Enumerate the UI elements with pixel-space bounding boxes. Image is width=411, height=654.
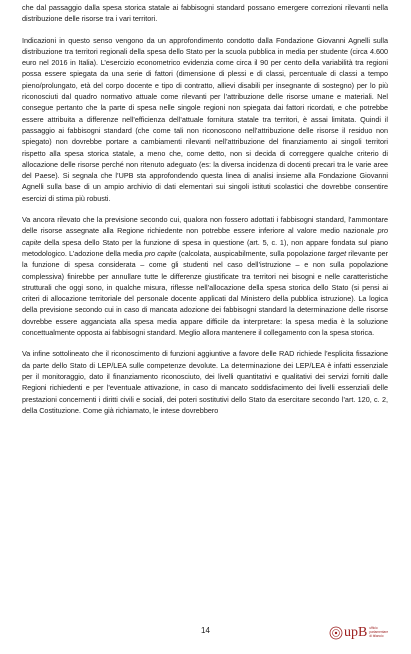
page-number: 14 [201, 626, 210, 635]
italic-term: target [327, 248, 347, 258]
document-body [22, 2, 388, 426]
italic-term: pro capite [22, 226, 388, 247]
upb-logo [344, 626, 388, 640]
paragraph: che dal passaggio dalla spesa storica statale ai fabbisogni standard possano emergere correzioni rilevanti nella distribuzione delle risorse tra i vari territori. [22, 3, 388, 24]
paragraph: Indicazioni in questo senso vengono da un approfondimento condotto dalla Fondazione Giovanni Agnelli sulla distribuzione tra territori regionali della spesa dello Stato per la scuola pubblica in media per studente (circa 4.600 euro nel 2016 in Italia). L’esercizio econometrico evidenzia come circa il 90 per cento della variabilità tra regioni possa essere spiegata da una serie di fattori (dimensione di plessi e di classi, percentuale di classi a tempo pieno/prolungato, età del corpo docente e tipo di contratto, allievi disabili per insegnante di sostegno) per lo più riconosciuti dal quadro normativo attuale come rilevanti per l’attribuzione delle risorse umane e materiali. Nel consegue pertanto che la parte di spesa nelle singole regioni non spiegata dai fattori ricordati, e che potrebbe essere attribuita a differenze nell’efficienza dell’attuale fornitura statale tra territori, è assai limitata. Quindi il passaggio ai fabbisogni standard (che come tali non riconoscono nell’attribuzione delle risorse il residuo non spiegato) non dovrebbe portare a cambiamenti rilevanti nell’attribuzione del finanziamento ai singoli territori rispetto alla spesa storica statale, a meno che, come detto, non si decida di correggere qualche criterio di allocazione delle risorse perché non ritenuto adeguato (es: la diversa incidenza di docenti precari tra le varie aree del Paese). Si segnala che l’UPB sta approfondendo questa linea di analisi insieme alla Fondazione Giovanni Agnelli sulla base di un ampio archivio di dati elementari sui singoli istituti scolastici che dovrebbe consentire esercizi di stima più robusti. [22, 35, 388, 203]
logo-sub-line: di bilancio [369, 633, 384, 638]
logo-sub-line: parlamentare [369, 630, 389, 635]
logo-sub-line: ufficio [369, 626, 378, 631]
italic-term: pro capite [144, 248, 177, 258]
paragraph: Va ancora rilevato che la previsione secondo cui, qualora non fossero adottati i fabbisogni standard, l’ammontare delle risorse assegnate alla Regione richiedente non potrebbe essere inferiore al valore medio nazionale pro capite della spesa dello Stato per la funzione di spesa in questione (art. 5, c. 1), non appare fondata sul piano metodologico. L’adozione della media pro capite (calcolata, auspicabilmente, sulla popolazione target rilevante per la funzione di spesa considerata – come gli studenti nel caso dell’istruzione – e non sulla popolazione complessiva) finirebbe per annullare tutte le differenze giustificate tra territori nei bisogni e nelle caratteristiche strutturali che oggi sono, in qualche misura, riflesse nell’allocazione della spesa storica dello Stato (si pensi ai criteri di allocazione territoriale del personale docente applicati dal Ministero della pubblica istruzione). La logica della previsione secondo cui in caso di mancata adozione dei fabbisogni standard la determinazione delle risorse dovrebbe essere agganciata alla spesa media appare difficile da interpretare: la spesa media è la soluzione concettualmente opposta ai fabbisogni standard. Meglio allora mantenere il collegamento con la spesa storica. [22, 215, 388, 338]
logo-mark: upB [344, 625, 368, 640]
paragraph: Va infine sottolineato che il riconoscimento di funzioni aggiuntive a favore delle RAD richiede l’esplicita fissazione da parte dello Stato di LEP/LEA sulle competenze devolute. La determinazione dei LEP/LEA è infatti essenziale per il monitoraggio, dato il finanziamento riconosciuto, dei livelli quantitativi e qualitativi dei servizi forniti dalle Regioni richiedenti e per l’eventuale attivazione, in caso di mancato soddisfacimento dei livelli essenziali delle prestazioni concernenti i diritti civili e sociali, dei poteri sostitutivi dello Stato da esercitare secondo l’art. 120, c. 2, della Costituzione. Come già richiamato, le intese dovrebbero [22, 349, 388, 415]
upb-seal-icon [329, 626, 343, 640]
logo-subtitle [369, 627, 388, 638]
